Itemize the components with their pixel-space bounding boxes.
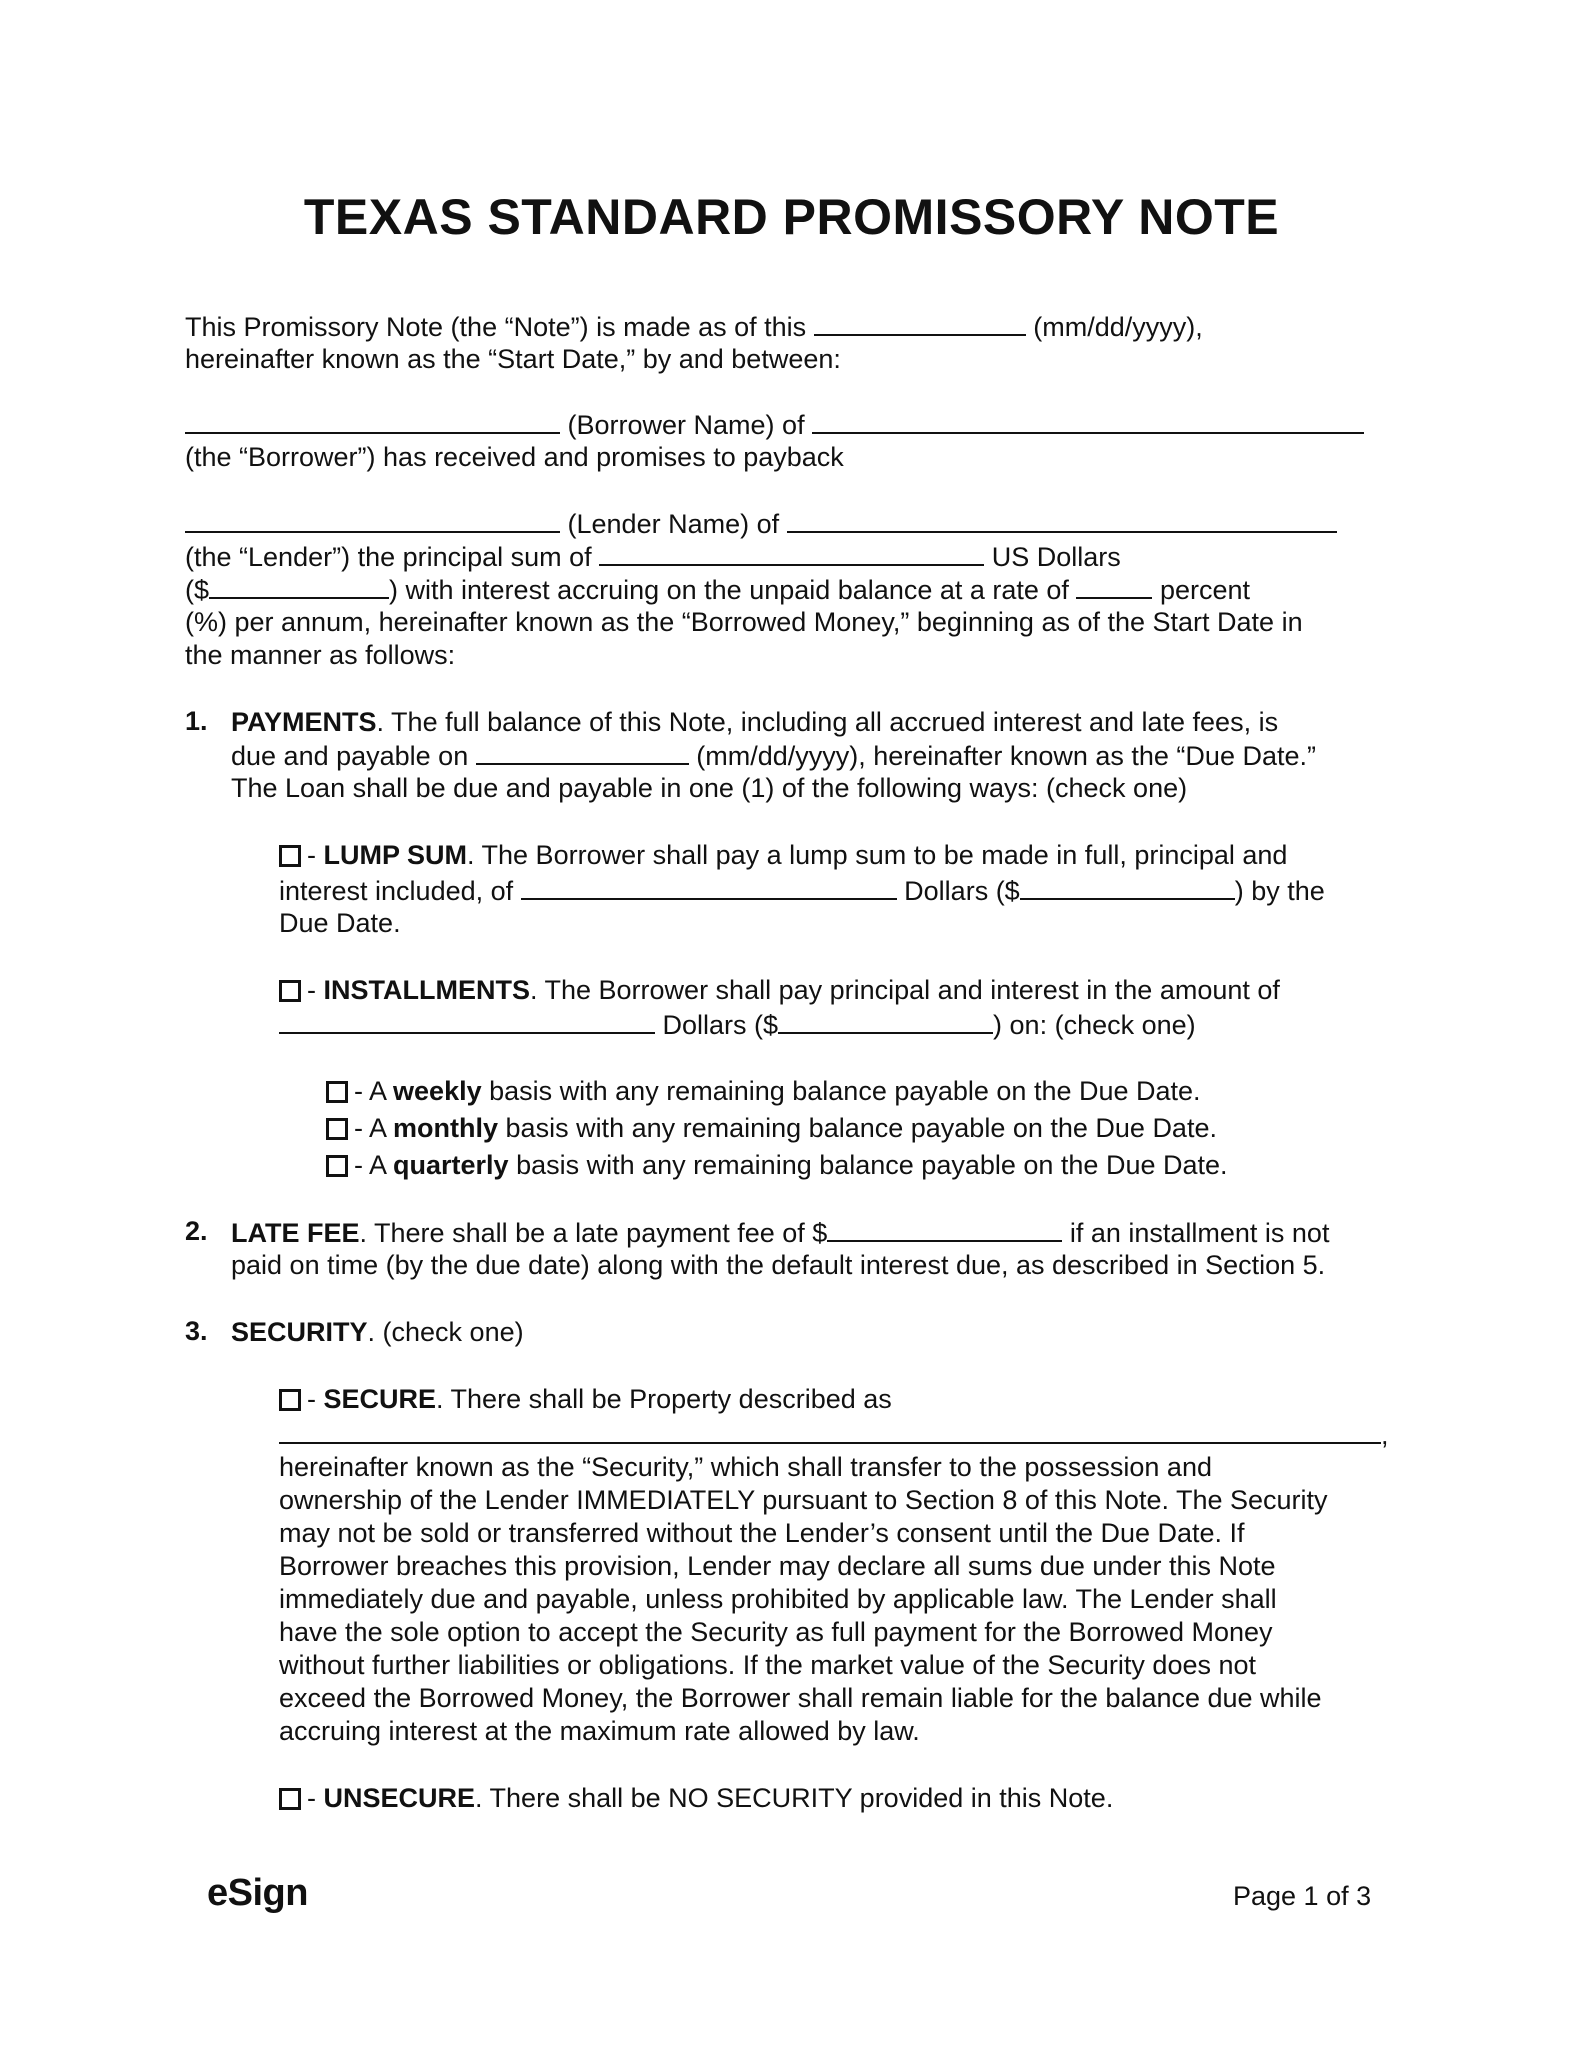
installments-line-2: Dollars ($ ) on: (check one) xyxy=(279,1008,1196,1041)
secure-property-line: , xyxy=(279,1418,1389,1451)
property-description-field[interactable] xyxy=(279,1418,1381,1444)
interest-rate-field[interactable] xyxy=(1076,573,1152,599)
unsecure-checkbox[interactable] xyxy=(279,1788,301,1810)
lump-sum-heading: LUMP SUM xyxy=(323,840,468,870)
page-number: Page 1 of 3 xyxy=(1233,1881,1372,1911)
installment-option-quarterly: - A quarterly basis with any remaining balance payable on the Due Date. xyxy=(326,1149,1228,1181)
late-fee-amount-field[interactable] xyxy=(827,1216,1062,1242)
esign-logo: eSign xyxy=(207,1872,308,1914)
borrower-name-field[interactable] xyxy=(185,408,560,434)
intro-line-2: hereinafter known as the “Start Date,” by and between: xyxy=(185,344,841,374)
secure-body-line: immediately due and payable, unless prohibited by applicable law. The Lender shall xyxy=(279,1584,1277,1614)
lender-line-5: the manner as follows: xyxy=(185,640,456,670)
weekly-checkbox[interactable] xyxy=(326,1081,348,1103)
lender-line-2: (the “Lender”) the principal sum of US Dollars xyxy=(185,542,1121,572)
secure-heading: SECURE xyxy=(323,1384,437,1414)
quarterly-checkbox[interactable] xyxy=(326,1155,348,1177)
installments-heading: INSTALLMENTS xyxy=(323,975,530,1005)
unsecure-line-1: - UNSECURE. There shall be NO SECURITY provided in this Note. xyxy=(279,1782,1113,1814)
lump-sum-line-2: interest included, of Dollars ($ ) by the xyxy=(279,876,1325,906)
payments-heading: PAYMENTS xyxy=(231,707,377,737)
installment-option-weekly: - A weekly basis with any remaining balance payable on the Due Date. xyxy=(326,1075,1201,1107)
lump-sum-line-1: - LUMP SUM. The Borrower shall pay a lump sum to be made in full, principal and xyxy=(279,839,1287,871)
document-title: TEXAS STANDARD PROMISSORY NOTE xyxy=(303,189,1280,245)
secure-body-line: hereinafter known as the “Security,” which shall transfer to the possession and xyxy=(279,1452,1212,1482)
installment-option-monthly: - A monthly basis with any remaining balance payable on the Due Date. xyxy=(326,1112,1217,1144)
due-date-field[interactable] xyxy=(476,739,689,765)
secure-body-line: have the sole option to accept the Security as full payment for the Borrowed Money xyxy=(279,1617,1273,1647)
lump-sum-line-3: Due Date. xyxy=(279,908,401,938)
lump-sum-amount-field[interactable] xyxy=(1020,874,1235,900)
lender-line-1: (Lender Name) of xyxy=(185,507,1337,540)
secure-body-line: without further liabilities or obligations. If the market value of the Security does not xyxy=(279,1650,1257,1680)
section-3-number: 3. xyxy=(185,1316,208,1346)
secure-body-line: ownership of the Lender IMMEDIATELY pursuant to Section 8 of this Note. The Security xyxy=(279,1485,1328,1515)
lender-line-3: ($ ) with interest accruing on the unpaid balance at a rate of percent xyxy=(185,575,1251,605)
monthly-checkbox[interactable] xyxy=(326,1118,348,1140)
borrower-address-field[interactable] xyxy=(812,408,1364,434)
installment-amount-field[interactable] xyxy=(778,1008,993,1034)
installments-checkbox[interactable] xyxy=(279,980,301,1002)
security-line-1: SECURITY. (check one) xyxy=(231,1317,524,1347)
lender-address-field[interactable] xyxy=(787,507,1337,533)
secure-body-line: exceed the Borrowed Money, the Borrower shall remain liable for the balance due while xyxy=(279,1683,1322,1713)
lump-sum-words-field[interactable] xyxy=(521,874,897,900)
secure-line-1: - SECURE. There shall be Property described as xyxy=(279,1383,892,1415)
lender-line-4: (%) per annum, hereinafter known as the “Borrowed Money,” beginning as of the Start Date in xyxy=(185,607,1303,637)
borrower-line-1: (Borrower Name) of xyxy=(185,408,1364,441)
secure-body-line: may not be sold or transferred without the Lender’s consent until the Due Date. If xyxy=(279,1518,1245,1548)
lump-sum-checkbox[interactable] xyxy=(279,845,301,867)
section-2-number: 2. xyxy=(185,1216,208,1246)
intro-line-1: This Promissory Note (the “Note”) is made as of this (mm/dd/yyyy), xyxy=(185,312,1203,342)
payments-line-2: due and payable on (mm/dd/yyyy), hereinafter known as the “Due Date.” xyxy=(231,741,1316,771)
start-date-field[interactable] xyxy=(814,310,1026,336)
secure-checkbox[interactable] xyxy=(279,1389,301,1411)
secure-body-line: Borrower breaches this provision, Lender may declare all sums due under this Note xyxy=(279,1551,1276,1581)
late-fee-heading: LATE FEE xyxy=(231,1218,360,1248)
section-1-number: 1. xyxy=(185,706,208,736)
payments-line-1: PAYMENTS. The full balance of this Note, including all accrued interest and late fees, is xyxy=(231,707,1279,737)
unsecure-heading: UNSECURE xyxy=(323,1783,476,1813)
late-fee-line-2: paid on time (by the due date) along with the default interest due, as described in Section 5. xyxy=(231,1250,1326,1280)
secure-body-line: accruing interest at the maximum rate allowed by law. xyxy=(279,1716,920,1746)
lender-name-field[interactable] xyxy=(185,507,560,533)
principal-amount-field[interactable] xyxy=(209,573,389,599)
principal-words-field[interactable] xyxy=(599,540,984,566)
payments-line-3: The Loan shall be due and payable in one (1) of the following ways: (check one) xyxy=(231,773,1188,803)
security-heading: SECURITY xyxy=(231,1317,368,1347)
installments-line-1: - INSTALLMENTS. The Borrower shall pay principal and interest in the amount of xyxy=(279,974,1280,1006)
installment-words-field[interactable] xyxy=(279,1008,655,1034)
borrower-line-2: (the “Borrower”) has received and promises to payback xyxy=(185,442,844,472)
late-fee-line-1: LATE FEE. There shall be a late payment fee of $ if an installment is not xyxy=(231,1218,1330,1248)
